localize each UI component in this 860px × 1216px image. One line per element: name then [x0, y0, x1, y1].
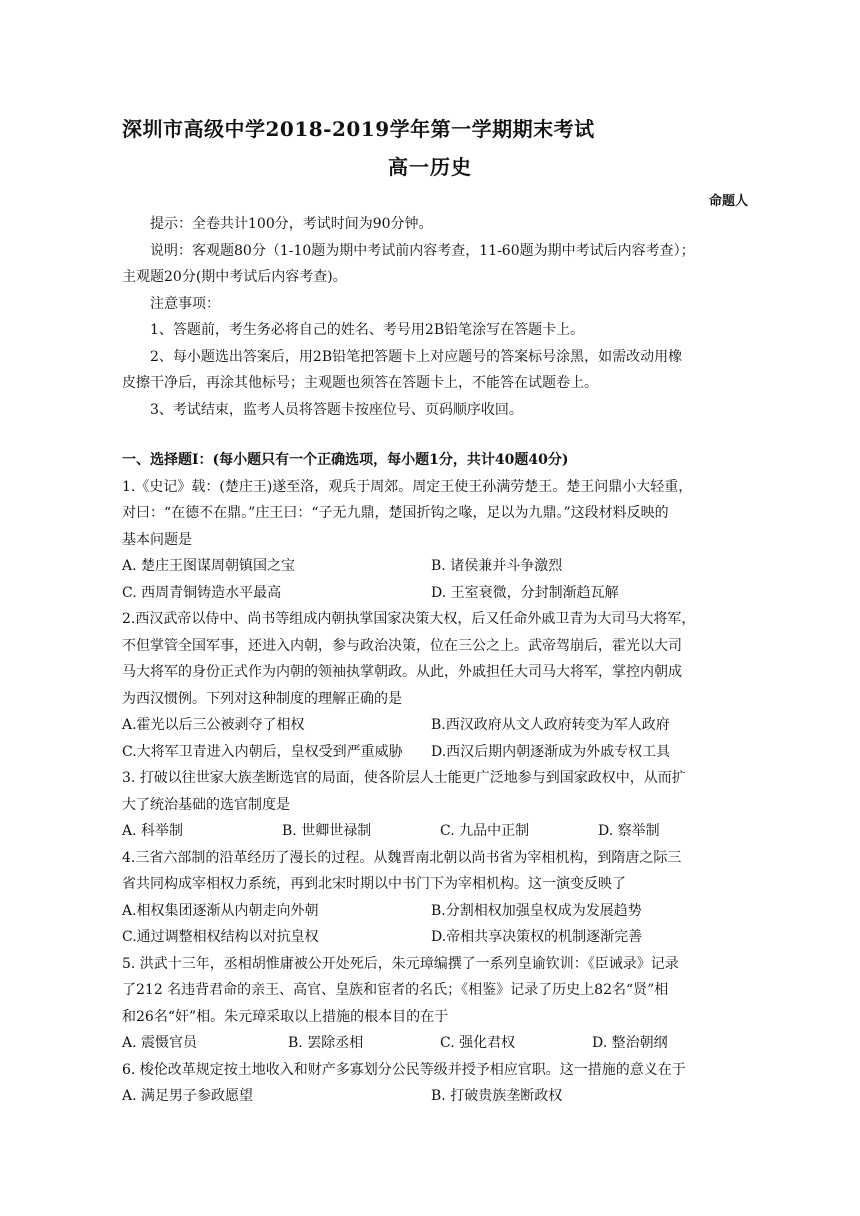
option-a: A. 科举制 — [122, 823, 184, 839]
question-1 — [122, 474, 740, 607]
option-a: A. 楚庄王图谋周朝镇国之宝 — [122, 558, 296, 574]
question-text-line: 3. 打破以往世家大族垄断选官的局面，使各阶层人士能更广泛地参与到国家政权中，从而扩 — [122, 770, 686, 786]
question-text-line: 4.三省六部制的沿革经历了漫长的过程。从魏晋南北朝以尚书省为宰相机构，到隋唐之际三 — [122, 849, 682, 866]
option-c: C.大将军卫青进入内朝后，皇权受到严重威胁 — [122, 743, 403, 760]
option-row — [122, 712, 740, 739]
option-c: C.通过调整相权结构以对抗皇权 — [122, 929, 319, 945]
option-a: A. 震慑官员 — [122, 1035, 198, 1051]
option-b: B.分割相权加强皇权成为发展趋势 — [431, 902, 642, 919]
question-3 — [122, 765, 740, 845]
option-d: D.西汉后期内朝逐渐成为外戚专权工具 — [431, 743, 671, 760]
option-b: B.西汉政府从文人政府转变为军人政府 — [431, 717, 670, 733]
spacer — [122, 423, 740, 447]
option-d: D. 察举制 — [598, 823, 660, 839]
option-a: A.相权集团逐渐从内朝走向外朝 — [122, 902, 319, 919]
attention-item-3: 3、考试结束，监考人员将答题卡按座位号、页码顺序收回。 — [150, 401, 523, 418]
attention-item-1: 1、答题前，考生务必将自己的姓名、考号用2B铅笔涂写在答题卡上。 — [150, 322, 585, 338]
exam-subtitle: 高一历史 — [388, 155, 472, 179]
question-text-line: 省共同构成宰相权力系统，再到北宋时期以中书门下为宰相机构。这一演变反映了 — [122, 876, 626, 892]
question-text-line: 不但掌管全国军事，还进入内朝，参与政治决策，位在三公之上。武帝驾崩后，霍光以大司 — [122, 637, 682, 654]
option-row — [122, 924, 740, 951]
tip-line: 提示：全卷共计100分，考试时间为90分钟。 — [150, 216, 433, 232]
option-c: C. 九品中正制 — [440, 823, 530, 839]
question-text-line: 马大将军的身份正式作为内朝的领袖执掌朝政。从此，外戚担任大司马大将军，掌控内朝成 — [122, 664, 682, 680]
option-c: C. 西周青铜铸造水平最高 — [122, 584, 282, 601]
question-text-line: 2.西汉武帝以侍中、尚书等组成内朝执掌国家决策大权，后又任命外戚卫青为大司马大将军， — [122, 611, 696, 627]
option-b: B. 罢除丞相 — [288, 1035, 364, 1051]
desc-line-2: 主观题20分(期中考试后内容考查)。 — [122, 269, 347, 285]
option-row — [122, 898, 740, 925]
question-5 — [122, 951, 740, 1057]
option-row — [122, 553, 740, 580]
option-row — [122, 1083, 740, 1110]
author-label: 命题人 — [708, 194, 748, 209]
option-a: A. 满足男子参政愿望 — [122, 1088, 254, 1104]
option-a: A.霍光以后三公被剥夺了相权 — [122, 717, 305, 733]
attention-heading: 注意事项： — [150, 295, 220, 312]
option-row — [122, 1030, 740, 1057]
question-text-line: 了212 名违背君命的亲王、高官、皇族和宦者的名氏；《相鉴》记录了历史上82名“贤”相 — [122, 982, 669, 998]
option-d: D. 整治朝纲 — [592, 1035, 668, 1051]
exam-title: 深圳市高级中学2018-2019学年第一学期期末考试 — [122, 117, 595, 141]
desc-line-1: 说明：客观题80分（1-10题为期中考试前内容考查，11-60题为期中考试后内容考查）； — [150, 242, 695, 259]
option-d: D.帝相共享决策权的机制逐渐完善 — [431, 929, 643, 945]
section-heading: 一、选择题Ⅰ：(每小题只有一个正确选项，每小题1分，共计40题40分) — [122, 452, 569, 468]
question-text-line: 对曰：“在德不在鼎。”庄王曰：“子无九鼎，楚国折钩之喙，足以为九鼎。”这段材料反映的 — [122, 505, 669, 521]
option-d: D. 王室衰微，分封制渐趋瓦解 — [431, 584, 619, 601]
question-4 — [122, 845, 740, 951]
option-b: B. 打破贵族垄断政权 — [431, 1088, 563, 1104]
question-text-line: 基本问题是 — [122, 531, 192, 548]
option-b: B. 诸侯兼并斗争激烈 — [431, 558, 563, 574]
option-b: B. 世卿世禄制 — [282, 823, 372, 839]
option-c: C. 强化君权 — [440, 1035, 516, 1051]
question-text-line: 大了统治基础的选官制度是 — [122, 796, 290, 813]
attention-item-2b: 皮擦干净后，再涂其他标号；主观题也须答在答题卡上，不能答在试题卷上。 — [122, 375, 598, 391]
attention-item-2a: 2、每小题选出答案后，用2B铅笔把答题卡上对应题号的答案标号涂黑，如需改动用橡 — [150, 348, 683, 365]
question-6 — [122, 1057, 740, 1110]
question-2 — [122, 606, 740, 765]
option-row — [122, 580, 740, 607]
exam-body — [122, 211, 740, 1110]
question-text-line: 6. 梭伦改革规定按土地收入和财产多寡划分公民等级并授予相应官职。这一措施的意义在于 — [122, 1061, 686, 1078]
option-row — [122, 818, 740, 845]
question-text-line: 和26名“奸”相。朱元璋采取以上措施的根本目的在于 — [122, 1008, 449, 1025]
question-text-line: 1.《史记》载：(楚庄王)遂至洛，观兵于周郊。周定王使王孙满劳楚王。楚王问鼎小大轻重， — [122, 478, 693, 495]
question-text-line: 为西汉惯例。下列对这种制度的理解正确的是 — [122, 690, 402, 707]
option-row — [122, 739, 740, 766]
question-text-line: 5. 洪武十三年，丞相胡惟庸被公开处死后，朱元璋编撰了一系列皇谕钦训：《臣诫录》记录 — [122, 955, 679, 972]
